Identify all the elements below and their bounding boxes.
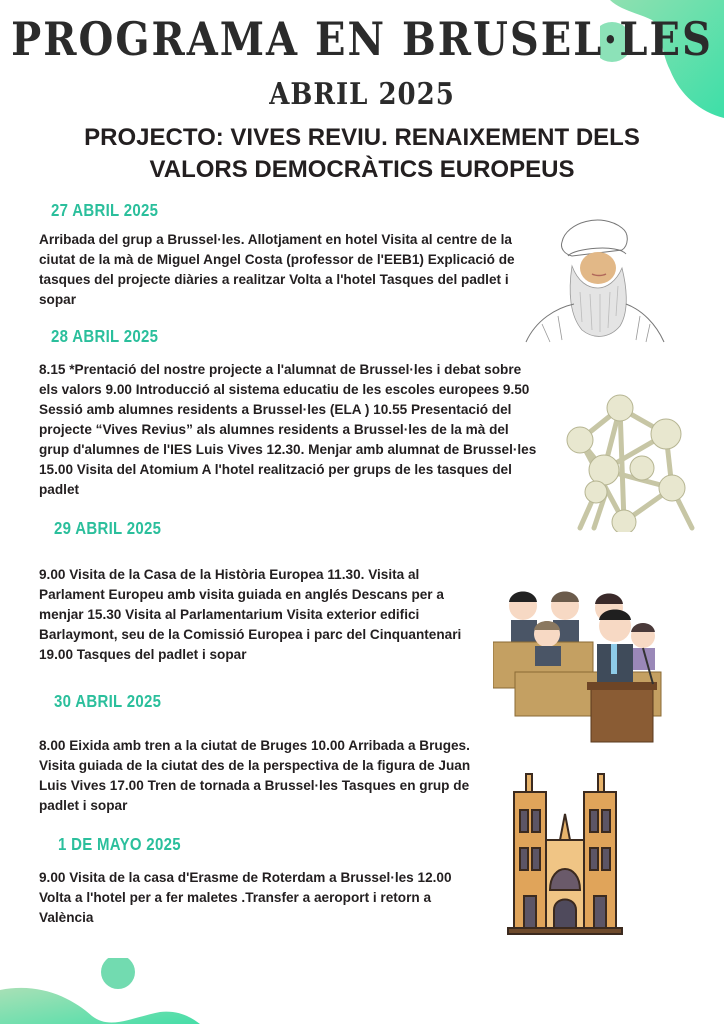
day-description: 9.00 Visita de la Casa de la Història Europea 11.30. Visita al Parlament Europeu amb visita guiada en anglés Descans per a menjar 15.30 Visita al Parlamentarium Visita exterior edifici Barlaymont, seu de la Comissió Europea i parc del Cinquantenari 19.00 Tasques del padlet i sopar	[39, 567, 462, 662]
cathedral-illustration	[506, 770, 624, 936]
day-description: Arribada del grup a Brussel·les. Allotjament en hotel Visita al centre de la ciutat de la mà de Miguel Angel Costa (professor de l'EEB1) Explicació de tasques del projecte diàries a realitzar Volta a l'hotel Tasques del padlet i sopar	[39, 232, 515, 307]
page-title: PROGRAMA EN BRUSEL·LES	[11, 12, 713, 67]
project-title: PROJECTO: VIVES REVIU. RENAIXEMENT DELS VALORS DEMOCRÀTICS EUROPEUS	[84, 124, 640, 183]
day-date: 30 ABRIL 2025	[54, 692, 162, 712]
juan-luis-vives-portrait-illustration	[522, 212, 668, 346]
parliament-speakers-illustration	[493, 586, 663, 744]
day-date: 28 ABRIL 2025	[51, 327, 159, 347]
day-description: 8.15 *Prentació del nostre projecte a l'alumnat de Brussel·les i debat sobre els valors 9.00 Introducció al sistema educatiu de les escoles europees 9.50 Sessió amb alumnes residents a Brussel·les (ELA ) 10.55 Presentació del projecte “Vives Revius” als alumnes residents a Brussel·les de la mà del grup d'alumnes de l'IES Luis Vives 12.30. Menjar amb alumnat de Brussel·les 15.00 Visita del Atomium A l'hotel realització per grups de les tasques del padlet	[39, 362, 537, 497]
day-description: 8.00 Eixida amb tren a la ciutat de Bruges 10.00 Arribada a Bruges. Visita guiada de la ciutat des de la perspectiva de la figura de Juan Luis Vives 17.00 Tren de tornada a Brussel·les Tasques en grup de padlet i sopar	[39, 738, 471, 813]
day-date: 29 ABRIL 2025	[54, 519, 162, 539]
decorative-blob-bottom-left	[0, 958, 200, 1024]
day-description: 9.00 Visita de la casa d'Erasme de Roterdam a Brussel·les 12.00 Volta a l'hotel per a fer maletes .Transfer a aeroport i retorn a València	[39, 870, 452, 925]
atomium-illustration	[566, 388, 706, 532]
page-subtitle: ABRIL 2025	[269, 77, 455, 113]
day-date: 1 DE MAYO 2025	[58, 835, 181, 855]
day-date: 27 ABRIL 2025	[51, 201, 159, 221]
